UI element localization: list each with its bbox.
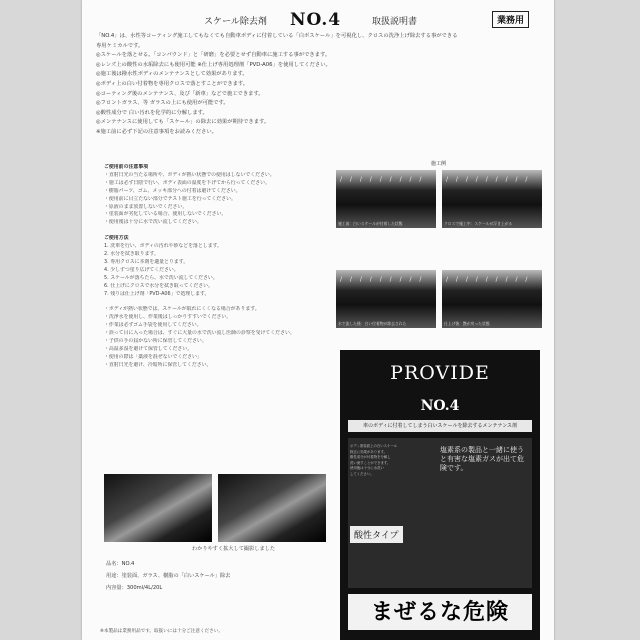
instruction-line: ・直射日光の当たる場所や、ボディが熱い状態での使用はしないでください。: [104, 171, 275, 178]
product-tagline: 車のボディに付着してしまう白いスケールを除去するメンテナンス剤: [348, 420, 532, 432]
intro-line: ◎コーティング後のメンテナンス、及び「新車」などで施工できます。: [96, 90, 264, 97]
instruction-line: ・ボディが熱い状態では、スケールが取れにくくなる場合があります。: [104, 306, 260, 313]
model-title: NO.4: [290, 10, 342, 30]
product-body-line: ボディ塗装面上の白いスケール: [350, 444, 398, 448]
closeup-photo: [218, 474, 326, 542]
section-heading: ご使用前の注意事項: [104, 164, 149, 170]
product-label-image: [340, 350, 540, 640]
product-warning: 塩素系の製品と一緒に使うと有害な塩素ガスが出て危険です。: [440, 446, 524, 472]
photo-caption: 施工前：白いスケールが付着した状態: [338, 221, 403, 226]
instruction-line: 2. 水分を拭き取ります。: [104, 250, 159, 257]
photo-ticks: / / / / / / / / /: [340, 276, 425, 283]
instruction-line: ・直射日光を避け、冷暗所に保管してください。: [104, 361, 212, 368]
instruction-line: ・作業は必ずゴム手袋を使用してください。: [104, 322, 202, 329]
example-photo: [336, 270, 436, 328]
product-body-text: [350, 444, 430, 478]
photo-caption: 水で流した後：白い付着物が除去された: [338, 321, 407, 326]
photos-label: 施工例: [431, 161, 447, 167]
intro-line: ◎酸性成分で 白い汚れを化学的に分解します。: [96, 109, 208, 116]
professional-badge: 業務用: [492, 11, 529, 28]
instruction-line: 4. 少しずつ塗り広げてください。: [104, 266, 179, 273]
intro-line: ◎メンテナンスに使用しても「スケール」の除去に効果が期待できます。: [96, 119, 270, 126]
photo-caption: 仕上げ後：艶が戻った状態: [444, 321, 490, 326]
photo-ticks: / / / / / / / / /: [340, 176, 425, 183]
product-brand: PROVIDE: [390, 362, 490, 384]
instruction-line: ・子供の手の届かない所に保管してください。: [104, 337, 207, 344]
product-body-line: 使用後は十分に水洗い: [350, 466, 384, 471]
example-photo: [336, 170, 436, 228]
acid-type-label: 酸性タイプ: [350, 526, 403, 543]
danger-do-not-mix-label: まぜるな危険: [348, 594, 532, 630]
instruction-line: ・洗浄水を使用し、作業後はしっかりすすいでください。: [104, 314, 232, 321]
instruction-line: ・使用の際は「薬液を混ぜないでください」: [104, 353, 202, 360]
instruction-line: ・塗装面が劣化している場合、使用しないでください。: [104, 211, 227, 218]
instruction-line: ・原液のまま放置しないでください。: [104, 203, 188, 210]
intro-line: 専用ケミカルです。: [96, 42, 144, 49]
instruction-line: ・使用前に目立たない部分でテスト施工を行ってください。: [104, 195, 236, 202]
intro-line: ◎ボディ上の白い付着物を専用クロスで落とすことができます。: [96, 80, 249, 87]
section-heading: ご使用方法: [104, 235, 129, 242]
instruction-line: 7. 残りは仕上げ剤「PVD-A06」で処理します。: [104, 290, 210, 297]
photo-ticks: / / / / / / / / /: [446, 276, 531, 283]
subtitle: スケール除去剤: [204, 17, 267, 27]
product-body-line: 除去に効果があります。: [350, 449, 388, 454]
photo-ticks: / / / / / / / / /: [446, 176, 531, 183]
footer-note: ※本製品は業務用品です。取扱いには十分ご注意ください。: [100, 629, 223, 634]
instruction-line: ・樹脂パーツ、ゴム、メッキ部分への付着は避けてください。: [104, 187, 241, 194]
instruction-sheet: [82, 0, 554, 640]
example-photo: [442, 170, 542, 228]
intro-text: [96, 32, 536, 138]
intro-line: ◎施工後は撥水性ボディのメンテナンスとして効果があります。: [96, 71, 248, 78]
instruction-line: ・使用後は十分に水で洗い流してください。: [104, 219, 202, 226]
closeup-photo: [104, 474, 212, 542]
product-spec: [106, 558, 230, 594]
example-photo: [442, 270, 542, 328]
product-body-line: 洗い流すことができます。: [350, 460, 391, 465]
instruction-line: ・施工は必ず日陰で行い、ボディ表面の温度を下げてから行ってください。: [104, 179, 270, 186]
intro-line: ◎スケールを落とせる。「コンパウンド」と「研磨」を必要とせず自動車に施工する事ができます。: [96, 52, 331, 59]
spec-volume: 内容量：300ml/4L/20L: [106, 585, 163, 591]
instruction-line: ・誤って目に入った場合は、すぐに大量の水で洗い流し医師の診察を受けてください。: [104, 330, 295, 337]
instructions-column: [104, 164, 352, 370]
instruction-line: [104, 227, 352, 235]
instruction-line: 6. 仕上げにクロスで水分を拭き取ってください。: [104, 282, 213, 289]
instruction-line: 1. 洗車を行い、ボディの汚れや砂などを落とします。: [104, 243, 222, 250]
product-body-line: してください。: [350, 471, 374, 476]
spec-use: 用途：塗装面、ガラス、樹脂の「白いスケール」除去: [106, 573, 231, 579]
manual-title: 取扱説明書: [372, 17, 418, 27]
intro-line: ◎レンズ上の酸性の水垢除去にも使用可能 ※仕上げ専用処理剤「PVD-A06」を使用してください。: [96, 61, 331, 68]
photo-caption: クロスで施工中：スケールが浮き上がる: [444, 221, 513, 226]
instruction-line: [104, 298, 352, 306]
intro-line: ◎フロントガラス、等 ガラスの上にも使用が可能です。: [96, 100, 229, 107]
product-body-line: 酸性成分が付着物を分解し: [350, 455, 391, 460]
instruction-line: 3. 専用クロスに本剤を適量とります。: [104, 258, 189, 265]
instruction-line: 5. スケールが落ちたら、水で洗い流してください。: [104, 274, 218, 281]
intro-line: ※施工前に必ず下記の注意事項をお読みください。: [96, 128, 217, 135]
spec-name: 品名：NO.4: [106, 561, 135, 567]
header: [82, 10, 554, 32]
intro-line: 「NO.4」は、水性等コーティング施工してもなくても自動車ボディに付着している「白ボスケール」を可視化し、クロスの洗浄上げ除去する事ができる: [96, 33, 458, 39]
closeup-caption: わかりやすく拡大して撮影しました: [192, 546, 276, 552]
instruction-line: ・高温多湿を避けて保管してください。: [104, 345, 193, 352]
product-model: NO.4: [420, 398, 460, 414]
